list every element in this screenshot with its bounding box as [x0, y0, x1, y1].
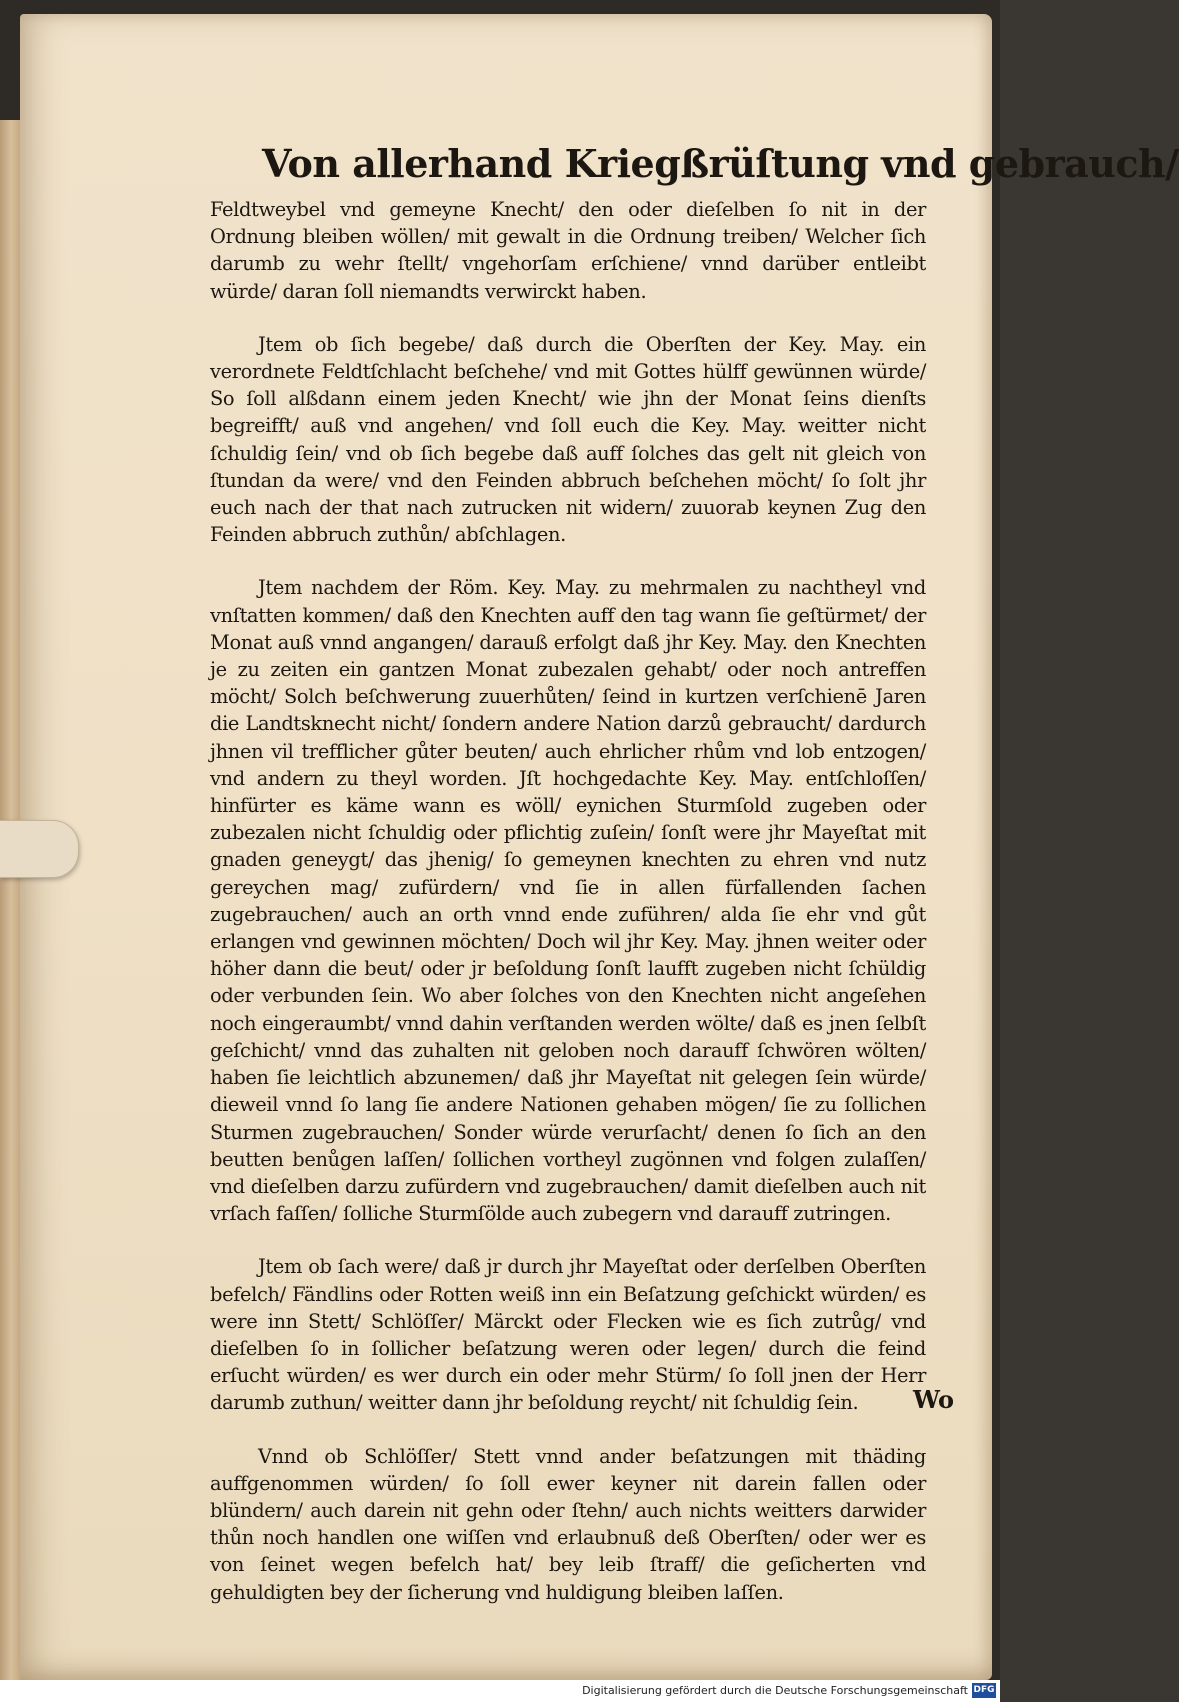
page-text [210, 138, 1179, 1606]
dfg-logo-icon: DFG [972, 1683, 996, 1698]
funding-credit: Digitalisierung gefördert durch die Deutsche Forschungsgemeinschaft [582, 1684, 968, 1697]
digitization-footer [0, 1680, 1000, 1702]
paragraph-1: Feldtweybel vnd gemeyne Knecht/ den oder dieſelben ſo nit in der Ordnung bleiben wöllen/ mit gewalt in die Ordnung treiben/ Welcher ſich darumb zu wehr ſtellt/ vngehorſam erſchiene/ vnnd darüber entleibt würde/ daran ſoll niemandts verwirckt haben. [210, 198, 926, 303]
running-title: Von allerhand Kriegßrüſtung vnd gebrauch/ [262, 141, 1179, 186]
paragraph-3: Jtem nachdem der Röm. Key. May. zu mehrmalen zu nachtheyl vnd vnſtatten kommen/ daß den Knechten auff den tag wann ſie geſtürmet/ der Monat auß vnnd angangen/ darauß erfolgt daß jhr Key. May. den Knechten je zu zeiten ein gantzen Monat zubezalen gehabt/ oder noch antreffen möcht/ Solch beſchwerung zuuerhůten/ ſeind in kurtzen verſchienē Jaren die Landtsknecht nicht/ ſondern andere Nation darzů gebraucht/ dardurch jhnen vil trefflicher gůter beuten/ auch ehrlicher rhům vnd lob entzogen/ vnd andern zu theyl worden. Jſt hochgedachte Key. May. entſchloſſen/ hinfürter es käme wann es wöll/ eynichen Sturmſold zugeben oder zubezalen nicht ſchuldig oder pflichtig zuſein/ ſonſt were jhr Mayeſtat mit gnaden geneygt/ das jhenig/ ſo gemeynen knechten zu ehren vnd nutz gereychen mag/ zufürdern/ vnd ſie in allen fürfallenden ſachen zugebrauchen/ auch an orth vnnd ende zuführen/ alda ſie ehr vnd gůt erlangen vnd gewinnen möchten/ Doch wil jhr Key. May. jhnen weiter oder höher dann die beut/ oder jr beſoldung ſonſt laufft zugeben nicht ſchüldig oder verbunden ſein. Wo aber ſolches von den Knechten nicht angeſehen noch eingeraumbt/ vnnd dahin verſtanden werden wölte/ daß es jnen ſelbſt geſchicht/ vnnd das zuhalten nit geloben noch darauff ſchwören wölten/ haben ſie leichtlich abzunemen/ daß jhr Mayeſtat nit gelegen ſein würde/ dieweil vnnd ſo lang ſie andere Nationen gehaben mögen/ ſie zu ſollichen Sturmen zugebrauchen/ Sonder würde verurſacht/ denen ſo ſich an den beutten benůgen laſſen/ ſollichen vortheyl zugönnen vnd folgen zulaſſen/ vnd dieſelben darzu zufürdern vnd zugebrauchen/ damit dieſelben auch nit vrſach faſſen/ ſolliche Sturmſölde auch zubegern vnd darauff zutringen. [210, 576, 926, 1226]
paragraph-5: Vnnd ob Schlöſſer/ Stett vnnd ander beſatzungen mit thäding auffgenommen würden/ ſo ſoll ewer keyner nit darein fallen oder blündern/ auch darein nit gehn oder ſtehn/ auch nichts weitters darwider thůn noch handlen one wiſſen vnd erlaubnuß deß Oberſten/ oder wer es von ſeinet wegen befelch hat/ bey leib ſtraff/ die geſicherten vnd gehuldigten bey der ſicherung vnd huldigung bleiben laſſen. [210, 1444, 926, 1604]
paragraph-4: Jtem ob ſach were/ daß jr durch jhr Mayeſtat oder derſelben Oberſten befelch/ Fändlins oder Rotten weiß inn ein Beſatzung geſchickt würden/ es were inn Stett/ Schlöſſer/ Märckt oder Flecken wie es ſich zutrůg/ vnd dieſelben ſo in ſollicher beſatzung weren oder legen/ durch die feind erſucht würden/ es wer durch ein oder mehr Stürm/ ſo ſoll jnen der Herr darumb zuthun/ weitter dann jhr beſoldung reycht/ nit ſchuldig ſein. [210, 1255, 926, 1415]
catchword: Wo [912, 1385, 954, 1414]
bookmark-strip [0, 820, 79, 878]
paragraph-2: Jtem ob ſich begebe/ daß durch die Oberſten der Key. May. ein verordnete Feldtſchlacht beſchehe/ vnd mit Gottes hülff gewünnen würde/ So ſoll alßdann einem jeden Knecht/ wie jhn der Monat ſeins dienſts begreifft/ auß vnd angehen/ vnd ſoll euch die Key. May. weitter nicht ſchuldig ſein/ vnd ob ſich begebe daß auff ſolches das gelt nit gleich von ſtundan da were/ vnd den Feinden abbruch beſchehen möcht/ ſo ſolt jhr euch nach der that nach zutrucken nit widern/ zuuorab keynen Zug den Feinden abbruch zuthůn/ abſchlagen. [210, 332, 926, 547]
